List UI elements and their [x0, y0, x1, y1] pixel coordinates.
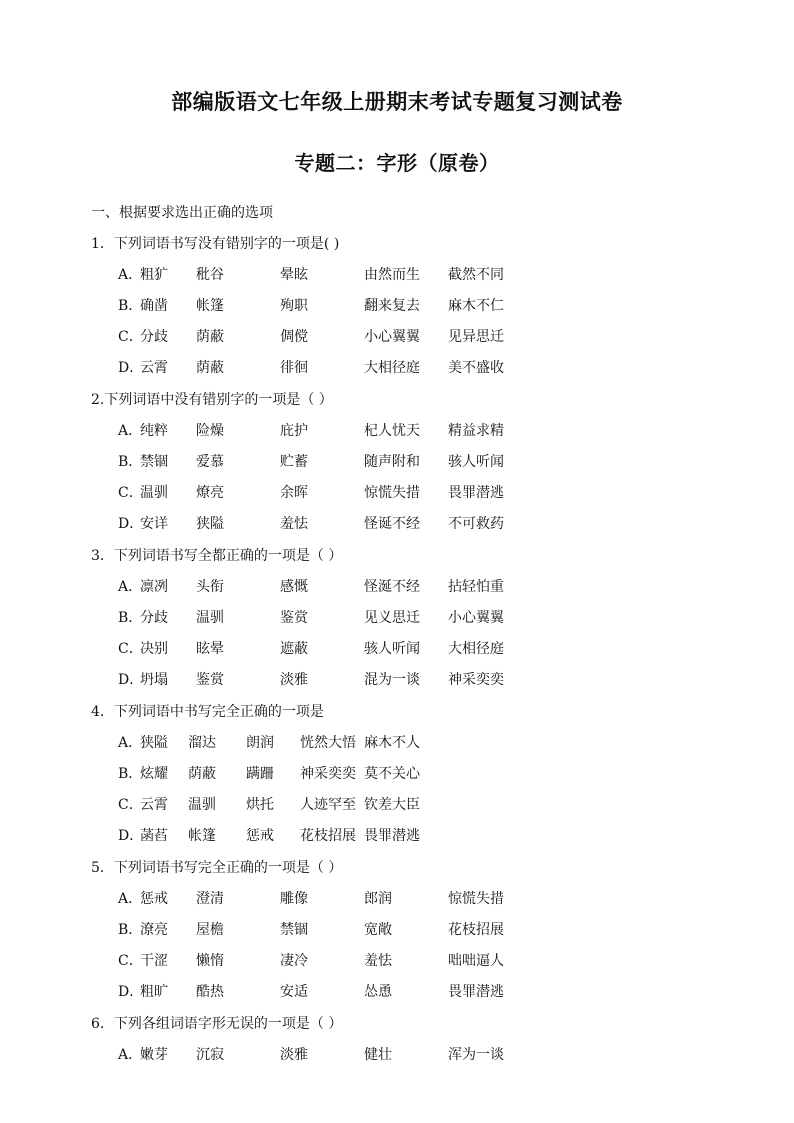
- option-label: D．: [118, 672, 144, 688]
- option-word: 嫩芽: [140, 1047, 168, 1063]
- option-word: 鉴赏: [196, 672, 224, 688]
- option-label: A．: [118, 423, 143, 439]
- option-word: 大相径庭: [364, 360, 420, 376]
- option-word: 狭隘: [140, 735, 168, 751]
- option-word: 神采奕奕: [300, 766, 356, 782]
- option-word: 狭隘: [196, 516, 224, 532]
- option-word: 险燥: [196, 423, 224, 439]
- option-word: 浑为一谈: [448, 1047, 504, 1063]
- option-label: B．: [118, 610, 143, 626]
- option-word: 安详: [140, 516, 168, 532]
- option-word: 杞人忧天: [364, 423, 420, 439]
- option-word: 怪诞不经: [364, 516, 420, 532]
- option-word: 随声附和: [364, 454, 420, 470]
- option-word: 荫蔽: [188, 766, 216, 782]
- option-word: 徘徊: [280, 360, 308, 376]
- option-word: 截然不同: [448, 267, 504, 283]
- option-word: 荫蔽: [196, 360, 224, 376]
- option-word: 莫不关心: [364, 766, 420, 782]
- option-word: 惊慌失措: [448, 891, 504, 907]
- option-word: 蹒跚: [246, 766, 274, 782]
- option-word: 禁锢: [280, 922, 308, 938]
- option-word: 雕像: [280, 891, 308, 907]
- option-label: D．: [118, 984, 144, 1000]
- option-word: 沉寂: [196, 1047, 224, 1063]
- option-word: 溜达: [188, 735, 216, 751]
- option-word: 云霄: [140, 360, 168, 376]
- option-word: 由然而生: [364, 267, 420, 283]
- option-word: 烘托: [246, 797, 274, 813]
- option-word: 怪涎不经: [364, 579, 420, 595]
- option-word: 怂恿: [364, 984, 392, 1000]
- option-word: 温驯: [188, 797, 216, 813]
- option-word: 不可救药: [448, 516, 504, 532]
- option-word: 头衔: [196, 579, 224, 595]
- option-word: 惩戒: [140, 891, 168, 907]
- option-word: 大相径庭: [448, 641, 504, 657]
- option-word: 燎亮: [196, 485, 224, 501]
- option-label: C．: [118, 485, 143, 501]
- option-word: 晕眩: [280, 267, 308, 283]
- option-word: 拈轻怕重: [448, 579, 504, 595]
- option-label: C．: [118, 641, 143, 657]
- option-word: 麻木不人: [364, 735, 420, 751]
- option-label: B．: [118, 766, 143, 782]
- option-word: 咄咄逼人: [448, 953, 504, 969]
- option-word: 确凿: [140, 298, 168, 314]
- option-word: 分歧: [140, 610, 168, 626]
- option-word: 荫蔽: [196, 329, 224, 345]
- option-label: D．: [118, 360, 144, 376]
- option-word: 屋檐: [196, 922, 224, 938]
- option-word: 秕谷: [196, 267, 224, 283]
- option-word: 畏罪潜逃: [448, 984, 504, 1000]
- page-subtitle: 专题二：字形（原卷）: [294, 151, 500, 175]
- option-word: 干涩: [140, 953, 168, 969]
- option-label: B．: [118, 298, 143, 314]
- section-heading: 一、根据要求选出正确的选项: [91, 205, 273, 221]
- question-3-stem: 3．下列词语书写全都正确的一项是（ ）: [91, 548, 343, 564]
- option-label: A．: [118, 579, 143, 595]
- option-word: 花枝招展: [448, 922, 504, 938]
- option-word: 遮蔽: [280, 641, 308, 657]
- option-word: 精益求精: [448, 423, 504, 439]
- option-word: 凛冽: [140, 579, 168, 595]
- option-word: 畏罪潜逃: [364, 828, 420, 844]
- option-word: 庇护: [280, 423, 308, 439]
- question-4-stem: 4．下列词语中书写完全正确的一项是: [91, 704, 324, 720]
- option-word: 羞怯: [280, 516, 308, 532]
- question-1-stem: 1．下列词语书写没有错别字的一项是( ): [91, 236, 340, 252]
- option-word: 神采奕奕: [448, 672, 504, 688]
- option-label: A．: [118, 267, 143, 283]
- option-word: 爱慕: [196, 454, 224, 470]
- option-word: 帐篷: [188, 828, 216, 844]
- option-word: 帐篷: [196, 298, 224, 314]
- question-5-stem: 5．下列词语书写完全正确的一项是（ ）: [91, 860, 343, 876]
- option-word: 余晖: [280, 485, 308, 501]
- option-label: B．: [118, 454, 143, 470]
- option-word: 翻来复去: [364, 298, 420, 314]
- option-word: 惩戒: [246, 828, 274, 844]
- option-word: 菡萏: [140, 828, 168, 844]
- option-word: 潦亮: [140, 922, 168, 938]
- option-word: 麻木不仁: [448, 298, 504, 314]
- option-word: 贮蓄: [280, 454, 308, 470]
- option-label: A．: [118, 1047, 143, 1063]
- option-word: 炫耀: [140, 766, 168, 782]
- option-word: 懒惰: [196, 953, 224, 969]
- option-word: 倜傥: [280, 329, 308, 345]
- option-word: 人迹罕至: [300, 797, 356, 813]
- option-word: 澄清: [196, 891, 224, 907]
- option-word: 温驯: [140, 485, 168, 501]
- option-word: 朗润: [246, 735, 274, 751]
- option-word: 粗犷: [140, 267, 168, 283]
- option-label: C．: [118, 953, 143, 969]
- question-6-stem: 6．下列各组词语字形无误的一项是（ ）: [91, 1016, 343, 1032]
- option-word: 骇人听闻: [364, 641, 420, 657]
- option-label: C．: [118, 329, 143, 345]
- option-word: 酷热: [196, 984, 224, 1000]
- option-word: 禁锢: [140, 454, 168, 470]
- option-word: 小心翼翼: [364, 329, 420, 345]
- option-word: 云霄: [140, 797, 168, 813]
- option-label: A．: [118, 891, 143, 907]
- option-word: 见义思迁: [364, 610, 420, 626]
- option-word: 安适: [280, 984, 308, 1000]
- option-label: A．: [118, 735, 143, 751]
- option-word: 美不盛收: [448, 360, 504, 376]
- option-word: 畏罪潜逃: [448, 485, 504, 501]
- option-word: 郎润: [364, 891, 392, 907]
- option-label: B．: [118, 922, 143, 938]
- option-word: 殉职: [280, 298, 308, 314]
- option-word: 恍然大悟: [300, 735, 356, 751]
- page-title: 部编版语文七年级上册期末考试专题复习测试卷: [171, 90, 623, 114]
- option-word: 惊慌失措: [364, 485, 420, 501]
- option-word: 感慨: [280, 579, 308, 595]
- option-word: 坍塌: [140, 672, 168, 688]
- option-word: 淡雅: [280, 1047, 308, 1063]
- option-word: 混为一谈: [364, 672, 420, 688]
- option-word: 分歧: [140, 329, 168, 345]
- option-word: 凄冷: [280, 953, 308, 969]
- option-word: 眩晕: [196, 641, 224, 657]
- option-word: 温驯: [196, 610, 224, 626]
- option-word: 小心翼翼: [448, 610, 504, 626]
- option-word: 宽敞: [364, 922, 392, 938]
- option-word: 骇人听闻: [448, 454, 504, 470]
- option-label: D．: [118, 828, 144, 844]
- option-word: 钦差大臣: [364, 797, 420, 813]
- option-word: 纯粹: [140, 423, 168, 439]
- option-word: 见异思迁: [448, 329, 504, 345]
- option-word: 决别: [140, 641, 168, 657]
- option-word: 健壮: [364, 1047, 392, 1063]
- option-label: D．: [118, 516, 144, 532]
- option-word: 羞怯: [364, 953, 392, 969]
- question-2-stem: 2.下列词语中没有错别字的一项是（ ）: [91, 392, 333, 408]
- option-word: 鉴赏: [280, 610, 308, 626]
- option-label: C．: [118, 797, 143, 813]
- option-word: 淡雅: [280, 672, 308, 688]
- option-word: 粗旷: [140, 984, 168, 1000]
- option-word: 花枝招展: [300, 828, 356, 844]
